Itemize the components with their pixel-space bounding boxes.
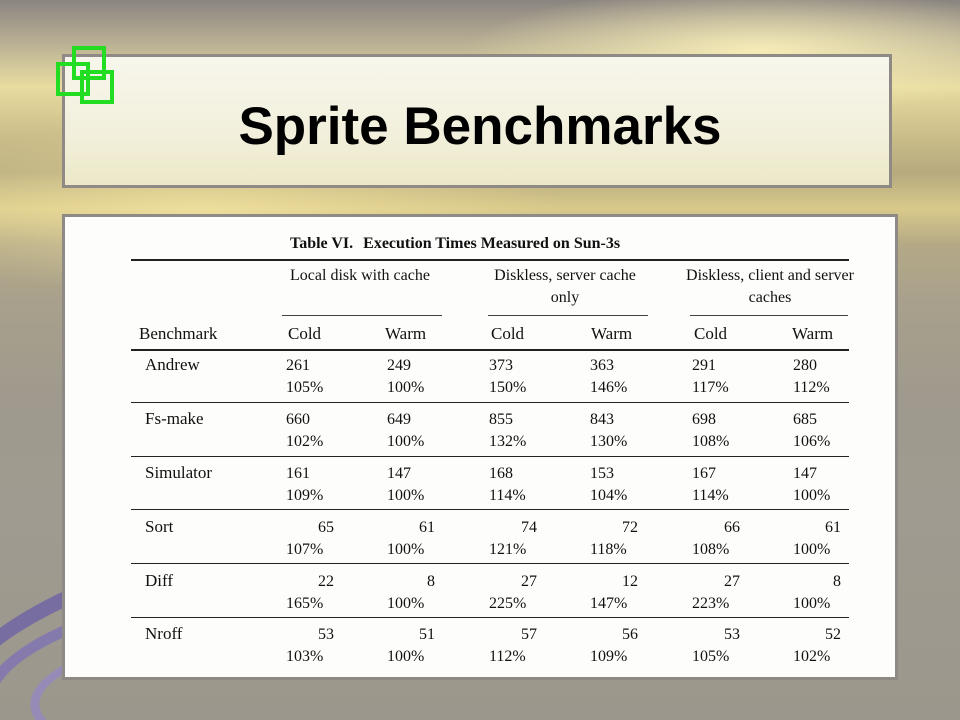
row-separator bbox=[131, 563, 849, 564]
table-cell: 27 225% bbox=[489, 573, 537, 612]
group-header-local-disk: Local disk with cache bbox=[290, 267, 430, 284]
column-header-cold: Cold bbox=[694, 324, 728, 343]
table-cell: 72 118% bbox=[590, 519, 638, 558]
table-cell: 8 100% bbox=[387, 573, 435, 612]
caption-text: Execution Times Measured on Sun-3s bbox=[363, 235, 621, 252]
table-cell: 57 112% bbox=[489, 626, 537, 665]
table-cell: 61 100% bbox=[793, 519, 841, 558]
table-cell: 249 100% bbox=[387, 357, 425, 396]
group-underline bbox=[690, 315, 848, 316]
row-separator bbox=[131, 617, 849, 618]
table-cell: 12 147% bbox=[590, 573, 638, 612]
row-name: Fs-make bbox=[145, 409, 204, 428]
table-cell: 61 100% bbox=[387, 519, 435, 558]
group-underline bbox=[488, 315, 648, 316]
table-cell: 698 108% bbox=[692, 411, 730, 450]
table-cell: 147 100% bbox=[387, 465, 425, 504]
row-name: Simulator bbox=[145, 463, 213, 482]
table-caption bbox=[290, 235, 620, 253]
row-name: Andrew bbox=[145, 355, 200, 374]
table-cell: 65 107% bbox=[286, 519, 334, 558]
row-name: Sort bbox=[145, 517, 174, 536]
row-separator bbox=[131, 402, 849, 403]
table-cell: 161 109% bbox=[286, 465, 324, 504]
table-cell: 843 130% bbox=[590, 411, 628, 450]
table-cell: 22 165% bbox=[286, 573, 334, 612]
table-cell: 52 102% bbox=[793, 626, 841, 665]
table-cell: 660 102% bbox=[286, 411, 324, 450]
column-header-warm: Warm bbox=[792, 324, 834, 343]
table-cell: 261 105% bbox=[286, 357, 324, 396]
table-cell: 153 104% bbox=[590, 465, 628, 504]
table-cell: 8 100% bbox=[793, 573, 841, 612]
row-separator bbox=[131, 456, 849, 457]
table-cell: 168 114% bbox=[489, 465, 526, 504]
table-cell: 147 100% bbox=[793, 465, 831, 504]
table-cell: 51 100% bbox=[387, 626, 435, 665]
caption-label: Table VI. bbox=[290, 235, 354, 252]
row-separator bbox=[131, 509, 849, 510]
column-header-cold: Cold bbox=[288, 324, 322, 343]
table-cell: 53 103% bbox=[286, 626, 334, 665]
slide-title: Sprite Benchmarks bbox=[238, 97, 722, 156]
table-cell: 167 114% bbox=[692, 465, 729, 504]
table-cell: 855 132% bbox=[489, 411, 527, 450]
table-cell: 280 112% bbox=[793, 357, 830, 396]
row-name: Nroff bbox=[145, 624, 183, 643]
table-cell: 291 117% bbox=[692, 357, 729, 396]
column-header-cold: Cold bbox=[491, 324, 525, 343]
benchmark-column-header: Benchmark bbox=[139, 324, 218, 343]
table-cell: 363 146% bbox=[590, 357, 628, 396]
row-name: Diff bbox=[145, 571, 174, 590]
table-cell: 66 108% bbox=[692, 519, 740, 558]
column-header-warm: Warm bbox=[385, 324, 427, 343]
table-cell: 373 150% bbox=[489, 357, 527, 396]
table-cell: 649 100% bbox=[387, 411, 425, 450]
table-cell: 74 121% bbox=[489, 519, 537, 558]
table-cell: 56 109% bbox=[590, 626, 638, 665]
column-header-warm: Warm bbox=[591, 324, 633, 343]
benchmark-table-panel bbox=[62, 214, 898, 680]
group-underline bbox=[282, 315, 442, 316]
group-header-diskless-server: Diskless, server cache only bbox=[494, 267, 636, 306]
group-header-diskless-client-server: Diskless, client and server caches bbox=[686, 267, 854, 306]
green-overlapping-squares-icon bbox=[52, 46, 118, 108]
table-cell: 685 106% bbox=[793, 411, 831, 450]
header-bottom-rule bbox=[131, 349, 849, 351]
table-top-rule bbox=[131, 259, 849, 261]
table-cell: 27 223% bbox=[692, 573, 740, 612]
table-cell: 53 105% bbox=[692, 626, 740, 665]
